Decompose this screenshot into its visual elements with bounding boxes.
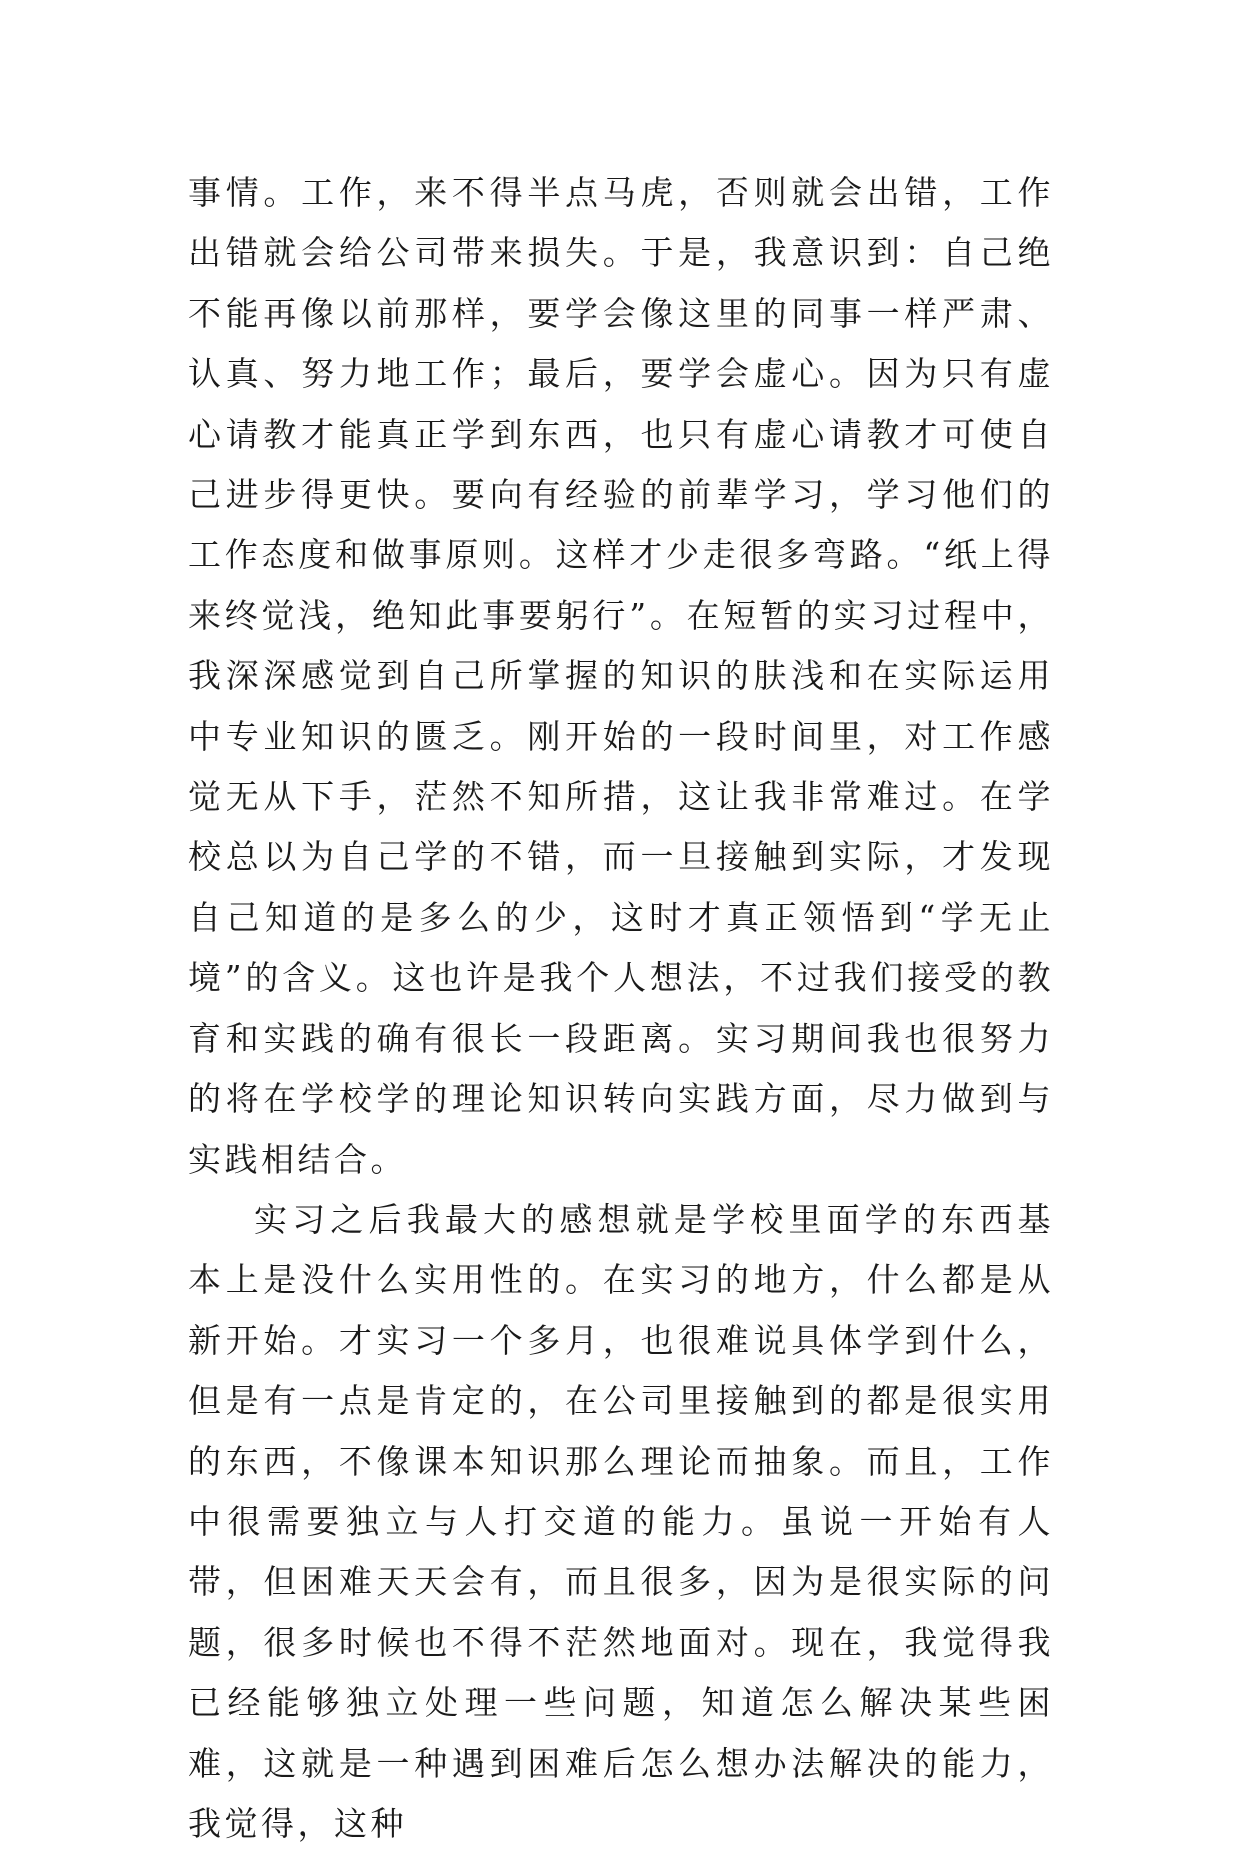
paragraph-1: 事情。工作，来不得半点马虎，否则就会出错，工作出错就会给公司带来损失。于是，我意识到：自己绝不能再像以前那样，要学会像这里的同事一样严肃、认真、努力地工作；最后，要学会虚心。因为只有虚心请教才能真正学到东西，也只有虚心请教才可使自己进步得更快。要向有经验的前辈学习，学习他们的工作态度和做事原则。这样才少走很多弯路。“纸上得来终觉浅，绝知此事要躬行”。在短暂的实习过程中，我深深感觉到自己所掌握的知识的肤浅和在实际运用中专业知识的匮乏。刚开始的一段时间里，对工作感觉无从下手，茫然不知所措，这让我非常难过。在学校总以为自己学的不错，而一旦接触到实际，才发现自己知道的是多么的少，这时才真正领悟到“学无止境”的含义。这也许是我个人想法，不过我们接受的教育和实践的确有很长一段距离。实习期间我也很努力的将在学校学的理论知识转向实践方面，尽力做到与实践相结合。 bbox=[188, 173, 1054, 1179]
body-text bbox=[188, 163, 1054, 1854]
paragraph-2: 实习之后我最大的感想就是学校里面学的东西基本上是没什么实用性的。在实习的地方，什么都是从新开始。才实习一个多月，也很难说具体学到什么，但是有一点是肯定的，在公司里接触到的都是很实用的东西，不像课本知识那么理论而抽象。而且，工作中很需要独立与人打交道的能力。虽说一开始有人带，但困难天天会有，而且很多，因为是很实际的问题，很多时候也不得不茫然地面对。现在，我觉得我已经能够独立处理一些问题，知道怎么解决某些困难，这就是一种遇到困难后怎么想办法解决的能力，我觉得，这种 bbox=[188, 1199, 1054, 1843]
